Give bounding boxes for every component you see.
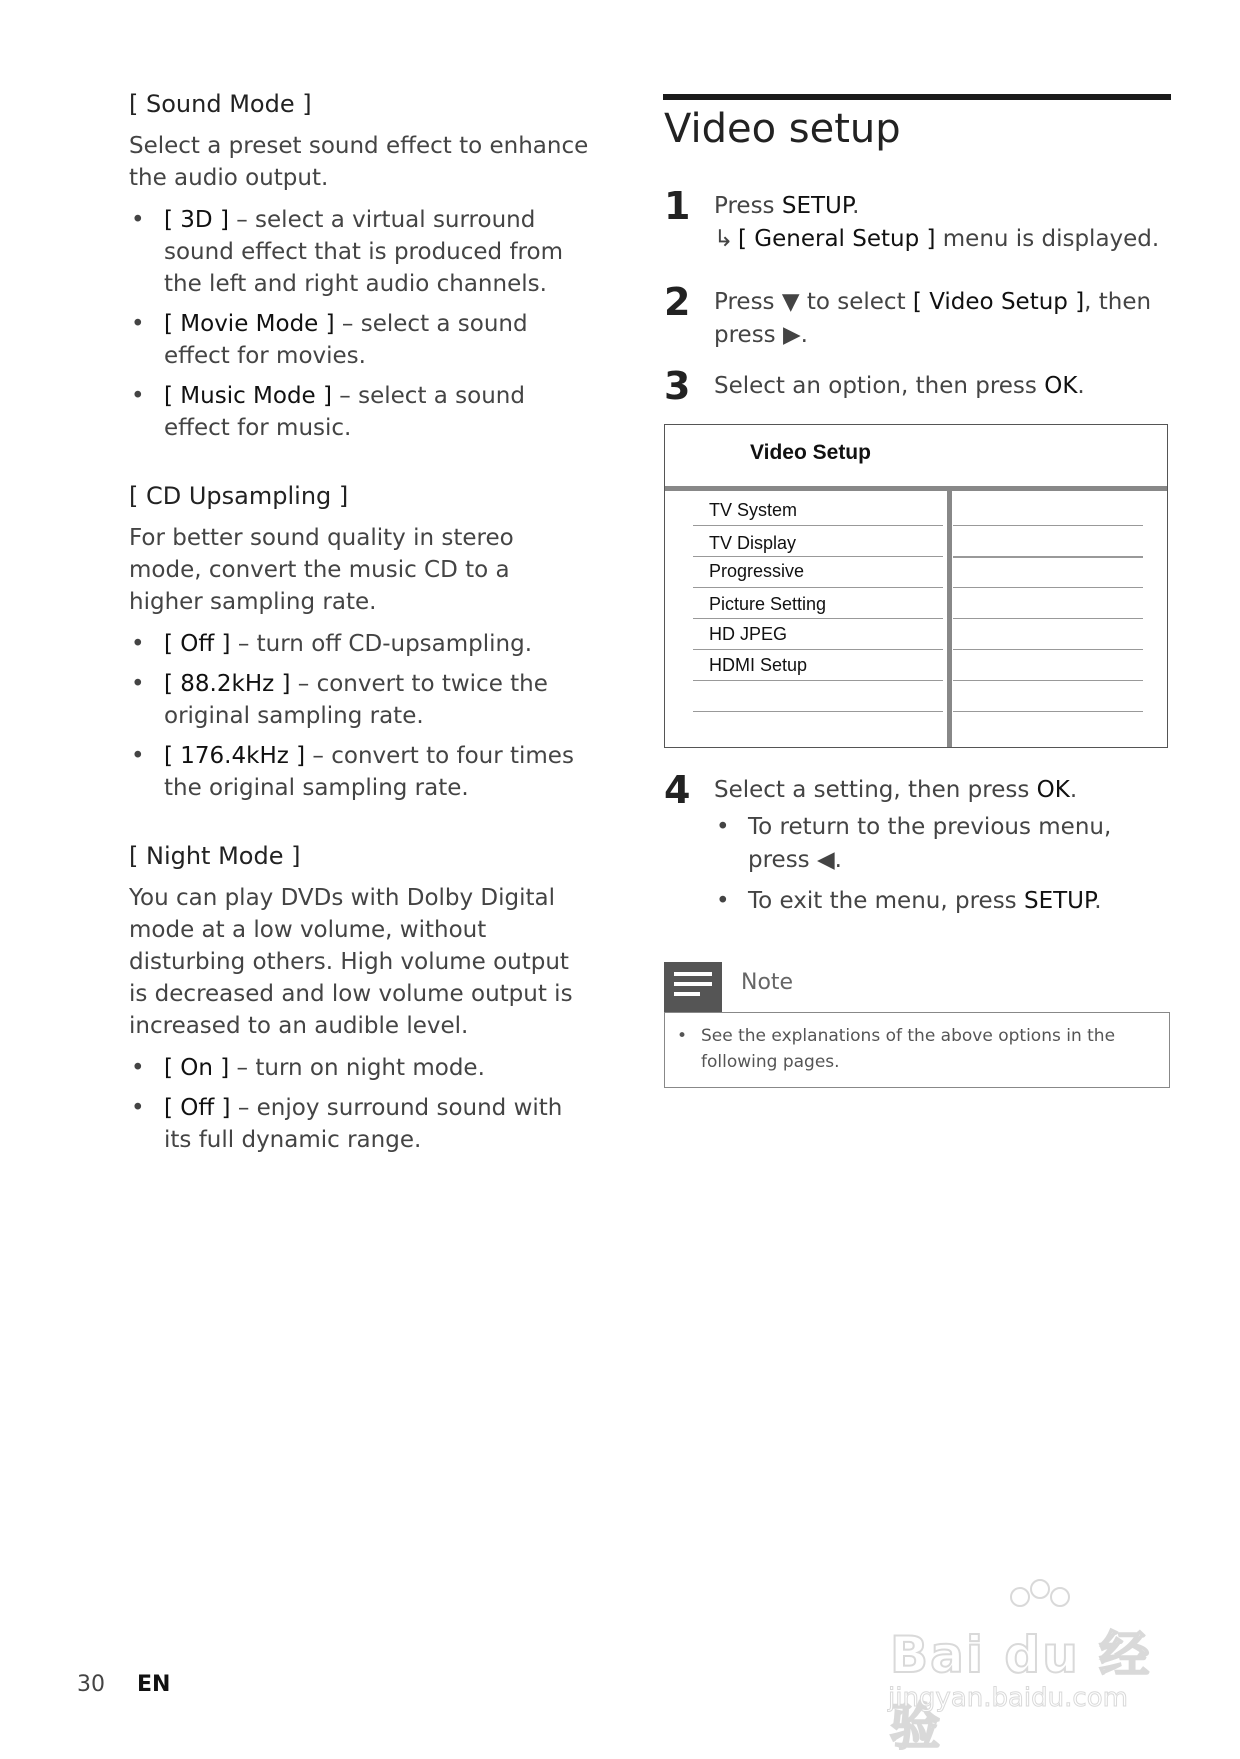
option-key: [ Music Mode ] [164,383,332,409]
watermark-url: jingyan.baidu.com [888,1683,1128,1713]
option-text: – convert to twice the original sampling rate. [164,671,548,729]
step-text: Press [714,193,782,219]
step-key: [ Video Setup ] [912,289,1085,315]
subitem-text: To exit the menu, press [748,888,1024,914]
step-text: Select a setting, then press [714,777,1037,803]
cd-upsampling-body: For better sound quality in stereo mode, convert the music CD to a higher sampling rate. [129,525,514,615]
menu-item-tv-system[interactable]: TV System [709,500,798,520]
note-text: See the explanations of the above options in the following pages. [701,1026,1116,1072]
night-mode-heading: [ Night Mode ] [129,842,301,870]
page-number: 30 [77,1672,105,1697]
list-item: • [ 3D ] – select a virtual surround sound effect that is produced from the left and right audio channels. [131,207,563,297]
step-result-key: [ General Setup ] [738,226,936,252]
step-text-end: , then press ▶. [714,289,1152,348]
step-1 [664,184,1170,256]
option-text: – select a sound effect for movies. [164,311,528,369]
option-text: – select a virtual surround sound effect that is produced from the left and right audio channels. [164,207,563,297]
step-text-end: . [1069,777,1078,803]
option-text: – select a sound effect for music. [164,383,525,441]
sound-mode-options [129,204,589,444]
menu-value-line [953,556,1143,558]
step-4-subitems [714,811,1170,918]
cd-upsampling-heading: [ CD Upsampling ] [129,482,349,510]
option-key: [ Movie Mode ] [164,311,335,337]
step-key: OK [1036,777,1070,803]
menu-row-line [693,587,943,588]
option-key: [ Off ] [164,631,231,657]
step-key: OK [1044,373,1078,399]
option-text: – convert to four times the original sampling rate. [164,743,574,801]
language-code: EN [137,1672,171,1697]
list-item: • [ Movie Mode ] – select a sound effect for movies. [131,311,528,369]
sound-mode-section [129,88,589,444]
step-4 [664,768,1170,926]
menu-item-progressive[interactable]: Progressive [709,561,805,581]
night-mode-section [129,840,589,1156]
title-rule [663,94,1171,100]
menu-row-line [693,711,943,712]
menu-divider [665,486,1167,491]
sound-mode-heading: [ Sound Mode ] [129,90,312,118]
night-mode-options [129,1052,589,1156]
sound-mode-body: Select a preset sound effect to enhance the audio output. [129,133,589,191]
option-key: [ 88.2kHz ] [164,671,291,697]
step-key: SETUP [781,193,853,219]
page-title: Video setup [664,106,901,152]
menu-row-line [693,556,943,557]
list-item: • [ On ] – turn on night mode. [131,1055,485,1081]
menu-row-line [693,618,943,619]
menu-column-divider [947,491,952,747]
list-item: • [ Music Mode ] – select a sound effect for music. [131,383,525,441]
menu-row-line [693,649,943,650]
menu-row-line [693,680,943,681]
step-text: Press ▼ to select [714,289,913,315]
step-text-end: . [1077,373,1085,399]
list-item: • [ Off ] – enjoy surround sound with its full dynamic range. [131,1095,563,1153]
night-mode-body: You can play DVDs with Dolby Digital mode at a low volume, without disturbing others. High volume output is decreased and low volume output is increased to an audible level. [129,885,573,1039]
watermark-text: Bai du 经验 [890,1626,1152,1756]
option-key: [ Off ] [164,1095,231,1121]
option-key: [ On ] [164,1055,230,1081]
menu-item-tv-display[interactable]: TV Display [709,533,797,553]
menu-item-hd-jpeg[interactable]: HD JPEG [709,624,788,644]
menu-value-line [953,680,1143,681]
step-text: Select an option, then press [714,373,1045,399]
step-text-end: . [852,193,860,219]
menu-value-line [953,525,1143,526]
step-number: 4 [664,768,691,812]
list-item: • To return to the previous menu, press ◀. [716,814,1112,873]
menu-row-line [693,525,943,526]
subitem-text: To return to the previous menu, press ◀. [748,814,1112,873]
list-item: • To exit the menu, press SETUP. [716,888,1102,914]
list-item: • [ 176.4kHz ] – convert to four times the original sampling rate. [131,743,574,801]
note-box [664,1012,1170,1088]
step-number: 3 [664,364,691,408]
cd-upsampling-section [129,480,589,804]
step-3 [664,364,1170,408]
watermark-logo [880,1575,1180,1756]
list-item: • [ 88.2kHz ] – convert to twice the original sampling rate. [131,671,548,729]
menu-item-hdmi-setup[interactable]: HDMI Setup [709,655,808,675]
note-icon [664,962,722,1012]
menu-title: Video Setup [750,441,871,464]
step-2 [664,280,1170,352]
result-arrow-icon: ↳ [714,226,734,252]
note-label: Note [741,970,794,995]
option-text: – turn on night mode. [229,1055,485,1081]
option-key: [ 3D ] [164,207,229,233]
subitem-key: SETUP [1023,888,1095,914]
menu-value-line [953,649,1143,650]
step-number: 2 [664,280,691,324]
option-text: – enjoy surround sound with its full dynamic range. [164,1095,563,1153]
option-text: – turn off CD-upsampling. [230,631,533,657]
note-bullet: • [677,1026,688,1046]
step-number: 1 [664,184,691,228]
left-column [129,88,589,1192]
menu-value-line [953,618,1143,619]
step-result-text: menu is displayed. [935,226,1160,252]
subitem-text-end: . [1094,888,1102,914]
menu-item-picture-setting[interactable]: Picture Setting [709,594,827,614]
cd-upsampling-options [129,628,589,804]
menu-value-line [953,587,1143,588]
menu-value-line [953,711,1143,712]
option-key: [ 176.4kHz ] [164,743,306,769]
video-setup-menu [664,424,1168,748]
list-item: • [ Off ] – turn off CD-upsampling. [131,631,533,657]
